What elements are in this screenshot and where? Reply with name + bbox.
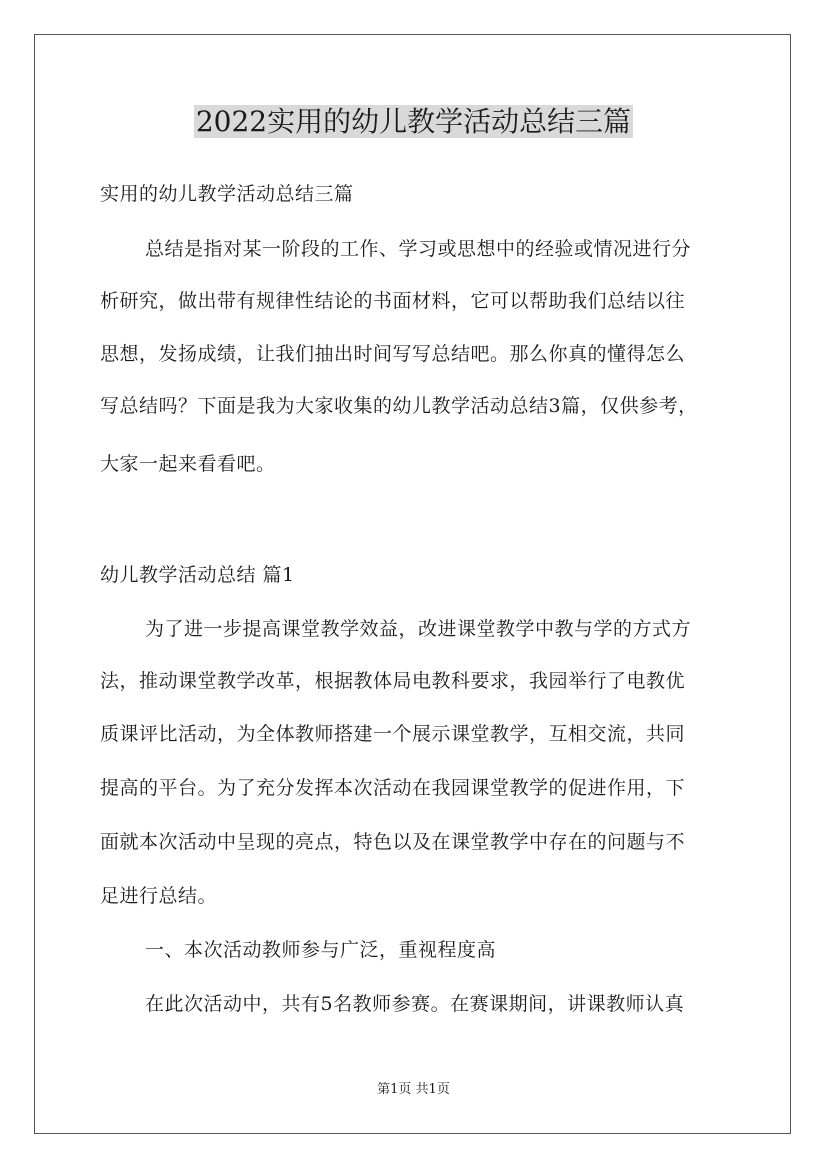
paragraph-line: 在此次活动中，共有5名教师参赛。在赛课期间，讲课教师认真 <box>145 993 685 1015</box>
paragraph-line: 写总结吗？下面是我为大家收集的幼儿教学活动总结3篇，仅供参考， <box>100 395 698 417</box>
section-heading: 幼儿教学活动总结 篇1 <box>100 564 295 586</box>
paragraph-line: 提高的平台。为了充分发挥本次活动在我园课堂教学的促进作用，下 <box>100 777 686 799</box>
paragraph-line: 析研究，做出带有规律性结论的书面材料，它可以帮助我们总结以往 <box>100 290 686 312</box>
paragraph-line: 思想，发扬成绩，让我们抽出时间写写总结吧。那么你真的懂得怎么 <box>100 343 686 365</box>
point-heading: 一、本次活动教师参与广泛，重视程度高 <box>145 939 497 961</box>
paragraph-line: 大家一起来看看吧。 <box>100 453 276 475</box>
subtitle-line: 实用的幼儿教学活动总结三篇 <box>100 183 354 205</box>
page-number-footer: 第1页 共1页 <box>377 1082 450 1097</box>
paragraph-line: 为了进一步提高课堂教学效益，改进课堂教学中教与学的方式方 <box>145 618 692 640</box>
paragraph-line: 质课评比活动，为全体教师搭建一个展示课堂教学，互相交流，共同 <box>100 723 686 745</box>
paragraph-line: 法，推动课堂教学改革，根据教体局电教科要求，我园举行了电教优 <box>100 670 686 692</box>
document-title-text: 2022实用的幼儿教学活动总结三篇 <box>195 105 632 138</box>
paragraph-line: 面就本次活动中呈现的亮点，特色以及在课堂教学中存在的问题与不 <box>100 831 686 853</box>
document-title <box>0 100 827 144</box>
paragraph-line: 总结是指对某一阶段的工作、学习或思想中的经验或情况进行分 <box>145 238 692 260</box>
paragraph-line: 足进行总结。 <box>100 885 218 907</box>
